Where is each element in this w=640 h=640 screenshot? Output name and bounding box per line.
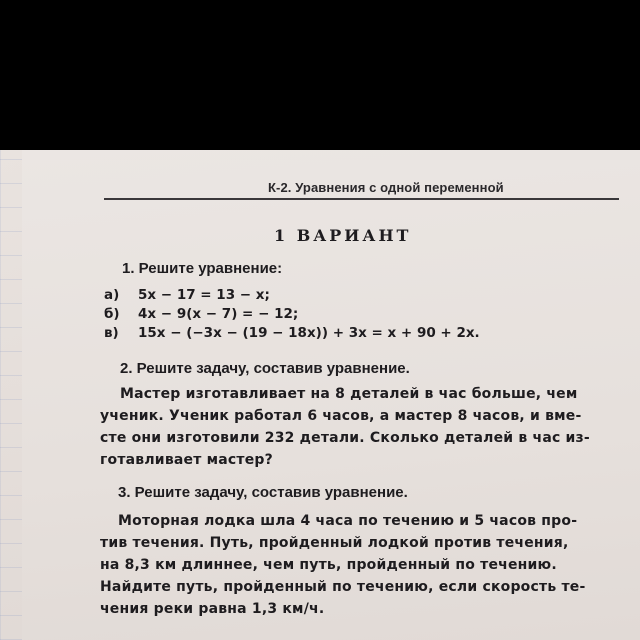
- task1-item-b-equation: 4x − 9(x − 7) = − 12;: [138, 306, 299, 322]
- task2-title: 2. Решите задачу, составив уравнение.: [120, 360, 410, 377]
- task3-line-3: на 8,3 км длиннее, чем путь, пройденный по течению.: [100, 557, 557, 573]
- task1-item-a-equation: 5x − 17 = 13 − x;: [138, 287, 270, 303]
- task1-title: 1. Решите уравнение:: [122, 260, 283, 277]
- task2-line-1: Мастер изготавливает на 8 деталей в час больше, чем: [120, 386, 578, 402]
- dark-background: [0, 0, 640, 150]
- task2-line-3: сте они изготовили 232 детали. Сколько деталей в час из-: [100, 430, 590, 446]
- task3-line-2: тив течения. Путь, пройденный лодкой против течения,: [100, 535, 569, 551]
- header-rule: [104, 198, 619, 200]
- task3-title: 3. Решите задачу, составив уравнение.: [118, 484, 408, 501]
- task3-line-1: Моторная лодка шла 4 часа по течению и 5 часов про-: [118, 513, 578, 529]
- task1-item-b-label: б): [104, 306, 120, 322]
- worksheet-header: К-2. Уравнения с одной переменной: [268, 180, 504, 195]
- task1-item-c-label: в): [104, 325, 119, 341]
- variant-title: 1 ВАРИАНТ: [274, 226, 412, 245]
- task1-item-c: [104, 325, 480, 341]
- task2-line-2: ученик. Ученик работал 6 часов, а мастер 8 часов, и вме-: [100, 408, 582, 424]
- task3-line-4: Найдите путь, пройденный по течению, если скорость те-: [100, 579, 586, 595]
- photo-paper: [0, 150, 640, 640]
- task1-item-c-equation: 15x − (−3x − (19 − 18x)) + 3x = x + 90 + 2x.: [138, 325, 480, 341]
- task1-item-a-label: а): [104, 287, 120, 303]
- task2-line-4: готавливает мастер?: [100, 452, 273, 468]
- worksheet: [22, 150, 640, 640]
- task3-line-5: чения реки равна 1,3 км/ч.: [100, 601, 325, 617]
- task1-item-b: [104, 306, 298, 322]
- task1-item-a: [104, 287, 270, 303]
